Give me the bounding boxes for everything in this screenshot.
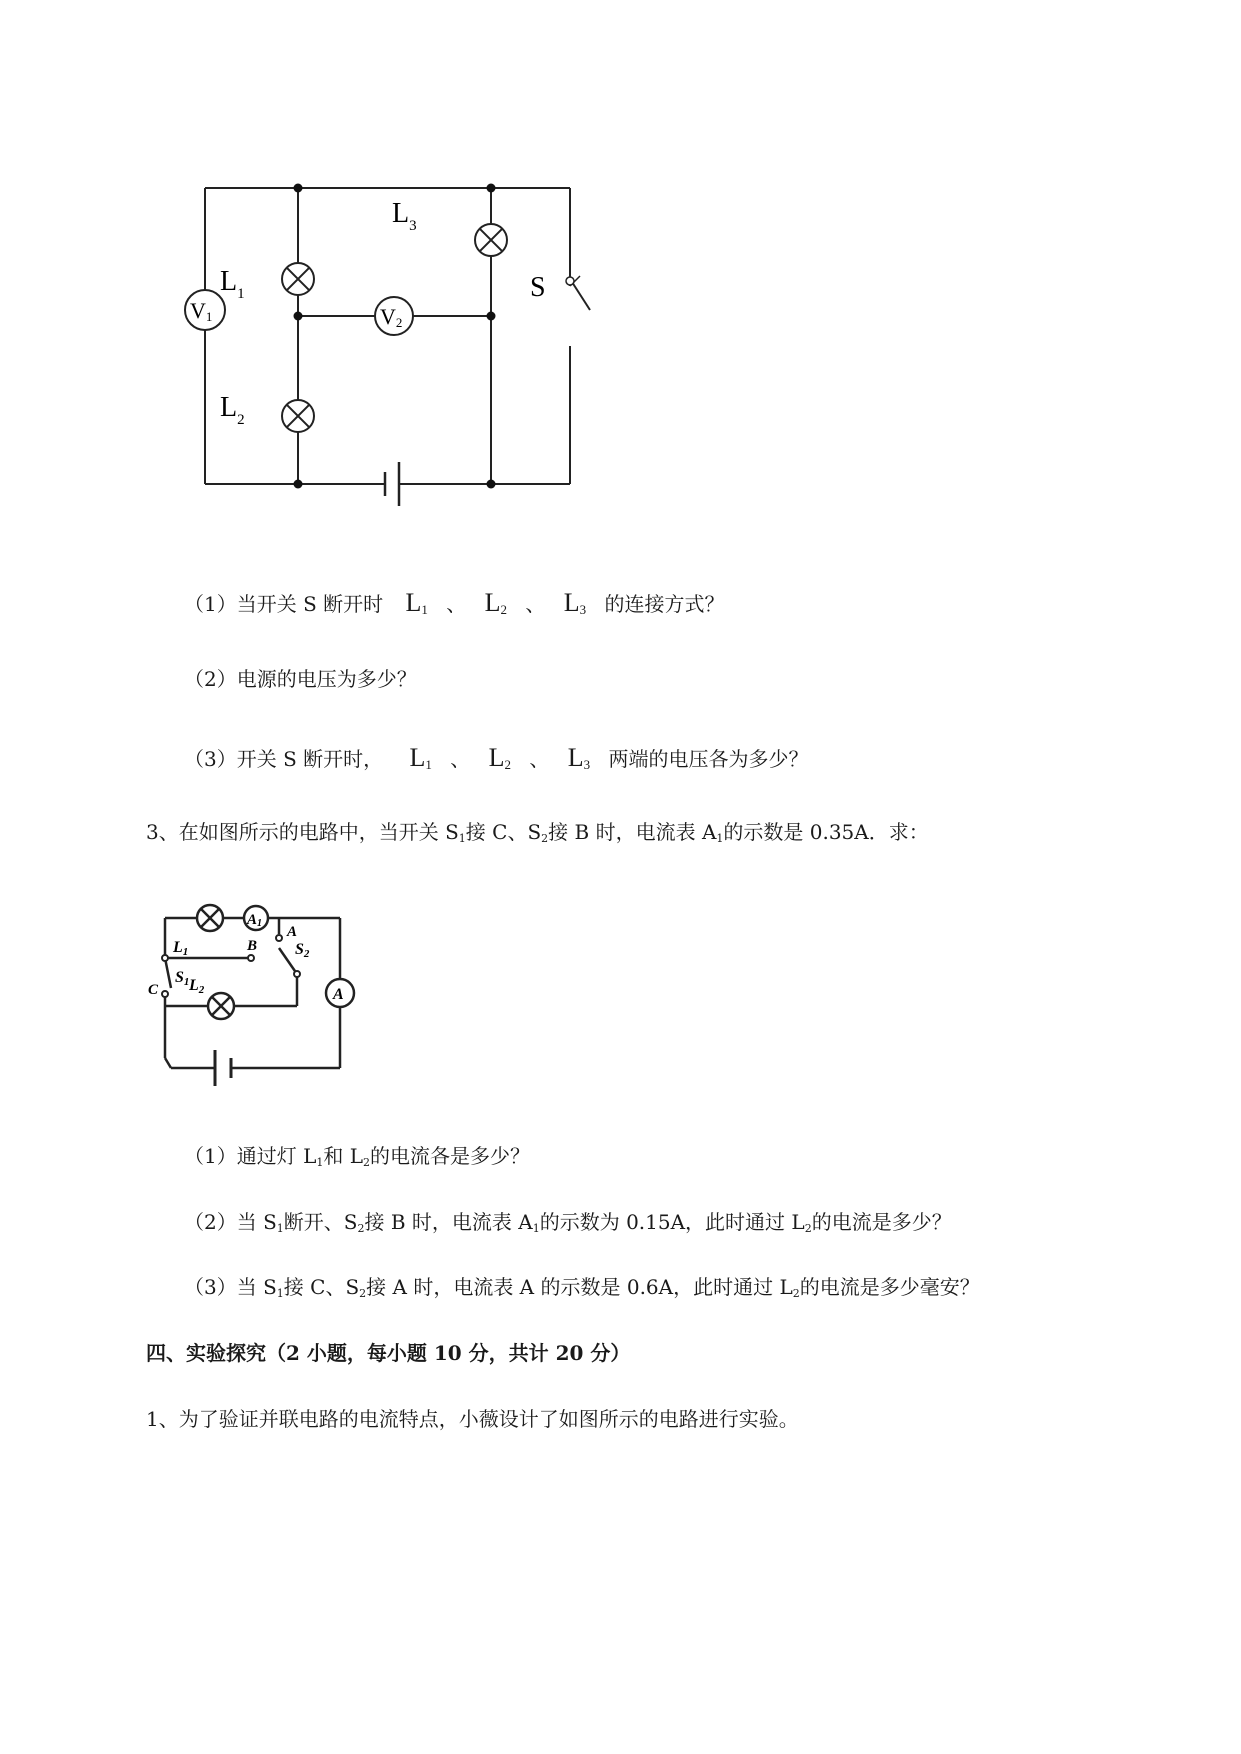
point-b-label: B <box>247 938 258 954</box>
point-a-label: A <box>287 924 298 940</box>
circuit-diagram-1 <box>150 150 610 520</box>
l1-label: $L_1$ <box>220 266 245 302</box>
switch-label: S <box>530 272 546 303</box>
a-label: A <box>333 986 344 1003</box>
fig2-l2-label: L2 <box>189 977 205 996</box>
q2-part2: （2）电源的电压为多少？ <box>184 667 417 691</box>
lamp-icon <box>282 263 314 295</box>
fig2-s1-label: S1 <box>175 969 190 988</box>
lamp-icon <box>197 905 223 931</box>
q3-stem: 3、在如图所示的电路中，当开关 $S_1$接 C、$S_2$接 B 时，电流表 $A_1$的示数是 0.35A．求： <box>146 820 929 845</box>
a1-label: A1 <box>247 912 263 929</box>
v1-label: V1 <box>190 298 213 324</box>
l2-label: $L_2$ <box>220 392 245 428</box>
fig2-s2-label: S2 <box>295 941 310 960</box>
l3-label: $L_3$ <box>392 198 417 234</box>
point-c-label: C <box>148 982 159 998</box>
lamp-icon <box>475 224 507 256</box>
v2-label: V2 <box>380 304 403 330</box>
circuit-diagram-2 <box>145 890 365 1095</box>
q2-part3: （3）开关 S 断开时， $L_1$ 、 $L_2$ 、 $L_3$ 两端的电压各为多少？ <box>184 743 809 772</box>
section4-heading: 四、实验探究（2 小题，每小题 10 分，共计 20 分） <box>146 1341 631 1365</box>
lamp-icon <box>282 400 314 432</box>
q3-part2: （2）当 $S_1$断开、$S_2$接 B 时，电流表 $A_1$的示数为 0.15A，此时通过 $L_2$的电流是多少？ <box>184 1210 952 1235</box>
q3-part1: （1）通过灯 $L_1$和 $L_2$的电流各是多少？ <box>184 1144 531 1169</box>
lamp-icon <box>208 993 234 1019</box>
section4-question1: 1、为了验证并联电路的电流特点，小薇设计了如图所示的电路进行实验。 <box>146 1407 799 1431</box>
q2-part1: （1）当开关 S 断开时 $L_1$ 、 $L_2$ 、 $L_3$ 的连接方式？ <box>184 588 725 617</box>
q3-part3: （3）当 $S_1$接 C、$S_2$接 A 时，电流表 A 的示数是 0.6A，此时通过 $L_2$的电流是多少毫安？ <box>184 1275 980 1300</box>
fig2-l1-label: L1 <box>173 939 189 958</box>
